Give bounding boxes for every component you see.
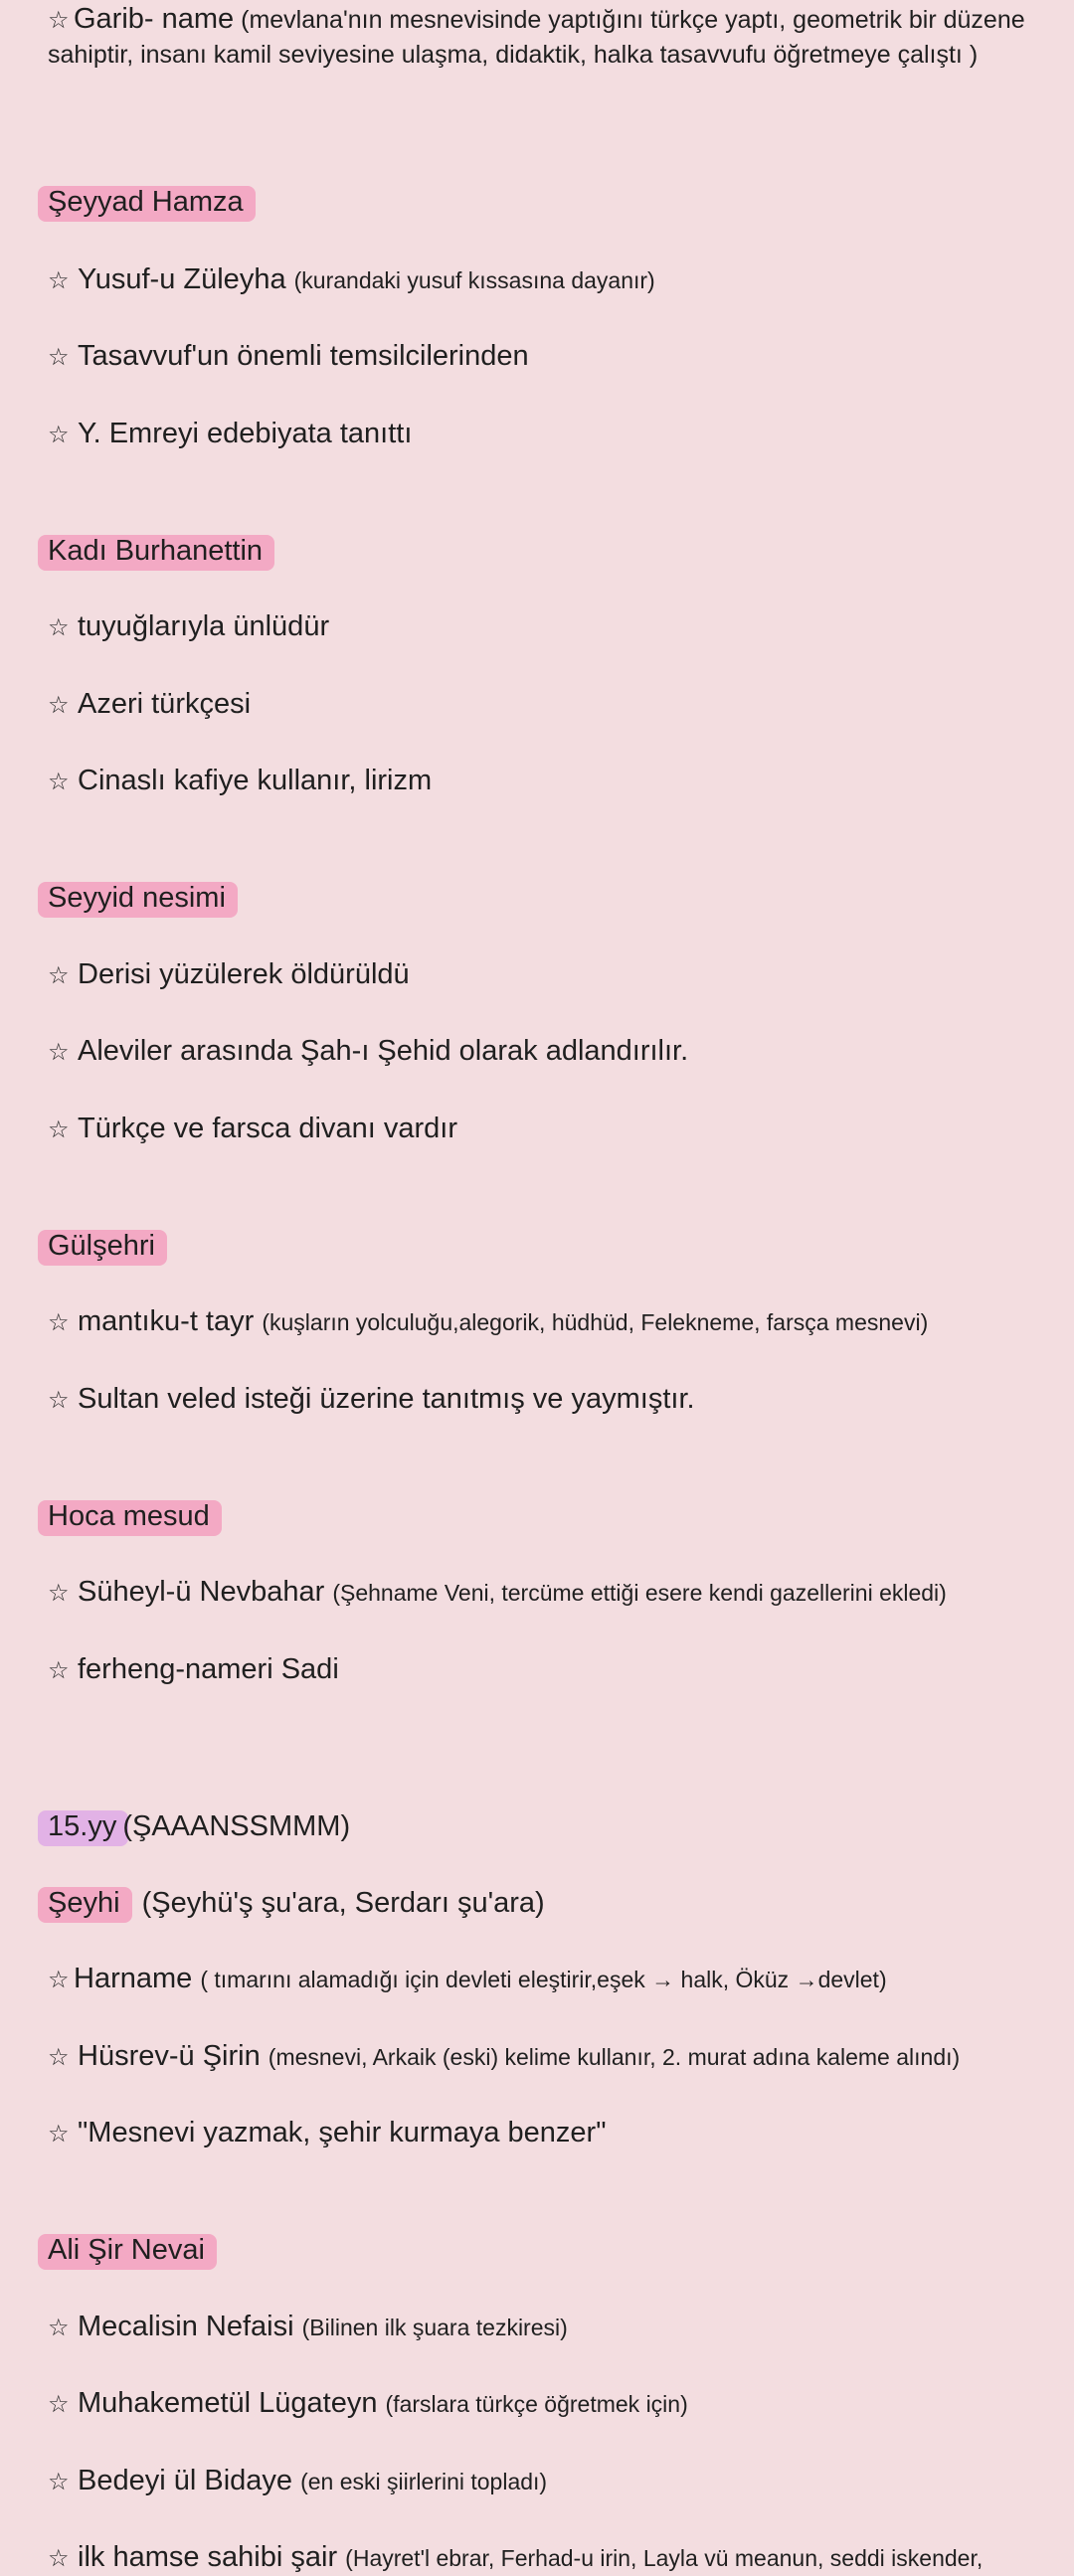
star-icon: ☆ (48, 421, 70, 448)
item-note: (mesnevi, Arkaik (eski) kelime kullanır, 2. murat adına kaleme alındı) (268, 2044, 961, 2070)
item-text: Yusuf-u Züleyha (78, 263, 286, 295)
star-icon: ☆ (48, 2468, 70, 2495)
section-heading-nevai (48, 2232, 1052, 2268)
century-rest: (ŞAAANSSMMM) (122, 1810, 351, 1842)
heading-highlight: Kadı Burhanettin (48, 533, 268, 569)
item-note: (Şehname Veni, tercüme ettiği esere kendi gazellerini ekledi) (332, 1580, 947, 1606)
star-icon: ☆ (48, 2314, 70, 2341)
item-text: Süheyl-ü Nevbahar (78, 1576, 325, 1608)
list-item (48, 261, 1052, 298)
list-item (48, 416, 1052, 452)
heading-highlight: Şeyyad Hamza (48, 184, 250, 220)
section-heading-gulsehri (48, 1228, 1052, 1264)
section-heading-nesimi (48, 880, 1052, 916)
item-note: (Hayret'l ebrar, Ferhad-u irin, Layla vü meanun, seddi iskender, (345, 2545, 984, 2571)
star-icon: ☆ (48, 266, 70, 294)
list-item (48, 956, 1052, 993)
list-item (48, 1111, 1052, 1147)
item-text: Muhakemetül Lügateyn (78, 2387, 378, 2419)
list-item (48, 763, 1052, 799)
list-item (48, 338, 1052, 375)
item-text: Harname (74, 1963, 193, 1994)
section-heading-seyhi (48, 1885, 1052, 1921)
heading-highlight: Seyyid nesimi (48, 880, 232, 916)
star-icon: ☆ (48, 1308, 70, 1336)
item-text: tuyuğlarıyla ünlüdür (78, 610, 330, 642)
item-text: Tasavvuf'un önemli temsilcilerinden (78, 340, 529, 372)
item-text: Y. Emreyi edebiyata tanıttı (78, 418, 413, 449)
item-note: (kuşların yolculuğu,alegorik, hüdhüd, Felekneme, farsça mesnevi) (262, 1309, 929, 1335)
notes-page (48, 0, 1052, 2573)
list-item (48, 608, 1052, 645)
list-item (48, 1381, 1052, 1418)
item-note: (en eski şiirlerini topladı) (300, 2469, 548, 2494)
item-text: mantıku-t tayr (78, 1305, 255, 1337)
star-icon: ☆ (48, 343, 70, 371)
star-icon: ☆ (48, 1966, 70, 1993)
item-text: Cinaslı kafiye kullanır, lirizm (78, 765, 433, 796)
list-item (48, 1651, 1052, 1688)
star-icon: ☆ (48, 6, 70, 34)
item-text: "Mesnevi yazmak, şehir kurmaya benzer" (78, 2117, 607, 2148)
century-heading (48, 1808, 1052, 1844)
item-text: Aleviler arasında Şah-ı Şehid olarak adlandırılır. (78, 1035, 689, 1067)
item-text: Derisi yüzülerek öldürüldü (78, 958, 410, 990)
item-note: (kurandaki yusuf kıssasına dayanır) (293, 267, 655, 293)
item-text: Azeri türkçesi (78, 688, 252, 720)
star-icon: ☆ (48, 2043, 70, 2071)
list-item (48, 1033, 1052, 1070)
section-subtitle: (Şeyhü'ş şu'ara, Serdarı şu'ara) (141, 1887, 545, 1919)
heading-highlight: Şeyhi (48, 1885, 126, 1921)
intro-note: (mevlana'nın mesnevisinde yaptığını türkçe yaptı, geometrik bir düzene sahiptir, insanı kamil seviyesine ulaşma, didaktik, halka tasavvufu öğretmeye çalıştı ) (48, 6, 1025, 69)
list-item (48, 2309, 1052, 2345)
item-text: Türkçe ve farsca divanı vardır (78, 1113, 457, 1144)
star-icon: ☆ (48, 961, 70, 989)
list-item (48, 1961, 1052, 1997)
item-text: ilk hamse sahibi şair (78, 2541, 338, 2573)
item-text: Bedeyi ül Bidaye (78, 2465, 293, 2496)
star-icon: ☆ (48, 2544, 70, 2572)
section-heading-seyyad (48, 184, 1052, 220)
item-note: (farslara türkçe öğretmek için) (385, 2391, 688, 2417)
item-text: Sultan veled isteği üzerine tanıtmış ve yaymıştır. (78, 1383, 695, 1415)
star-icon: ☆ (48, 2120, 70, 2147)
star-icon: ☆ (48, 1038, 70, 1066)
item-note: (Bilinen ilk şuara tezkiresi) (301, 2315, 568, 2340)
list-item (48, 686, 1052, 723)
list-item (48, 1574, 1052, 1611)
item-text: Mecalisin Nefaisi (78, 2311, 294, 2342)
item-text: ferheng-nameri Sadi (78, 1653, 339, 1685)
heading-highlight: Hoca mesud (48, 1498, 216, 1534)
list-item (48, 2463, 1052, 2499)
item-note: ( tımarını alamadığı için devleti eleştirir,eşek → halk, Öküz →devlet) (200, 1967, 887, 1992)
century-label: 15.yy (48, 1808, 122, 1844)
heading-highlight: Gülşehri (48, 1228, 161, 1264)
star-icon: ☆ (48, 1579, 70, 1607)
intro-title: Garib- name (74, 3, 235, 35)
star-icon: ☆ (48, 691, 70, 719)
item-text: Hüsrev-ü Şirin (78, 2040, 261, 2072)
star-icon: ☆ (48, 768, 70, 795)
star-icon: ☆ (48, 1656, 70, 1684)
star-icon: ☆ (48, 2390, 70, 2418)
list-item (48, 2115, 1052, 2151)
intro-paragraph (48, 2, 1032, 73)
heading-highlight: Ali Şir Nevai (48, 2232, 211, 2268)
section-heading-kadi (48, 533, 1052, 569)
section-heading-hoca (48, 1498, 1052, 1534)
list-item (48, 1303, 1052, 1340)
star-icon: ☆ (48, 1386, 70, 1414)
list-item (48, 2038, 1052, 2075)
star-icon: ☆ (48, 1116, 70, 1143)
list-item (48, 2385, 1052, 2422)
star-icon: ☆ (48, 613, 70, 641)
list-item (48, 2539, 1052, 2576)
